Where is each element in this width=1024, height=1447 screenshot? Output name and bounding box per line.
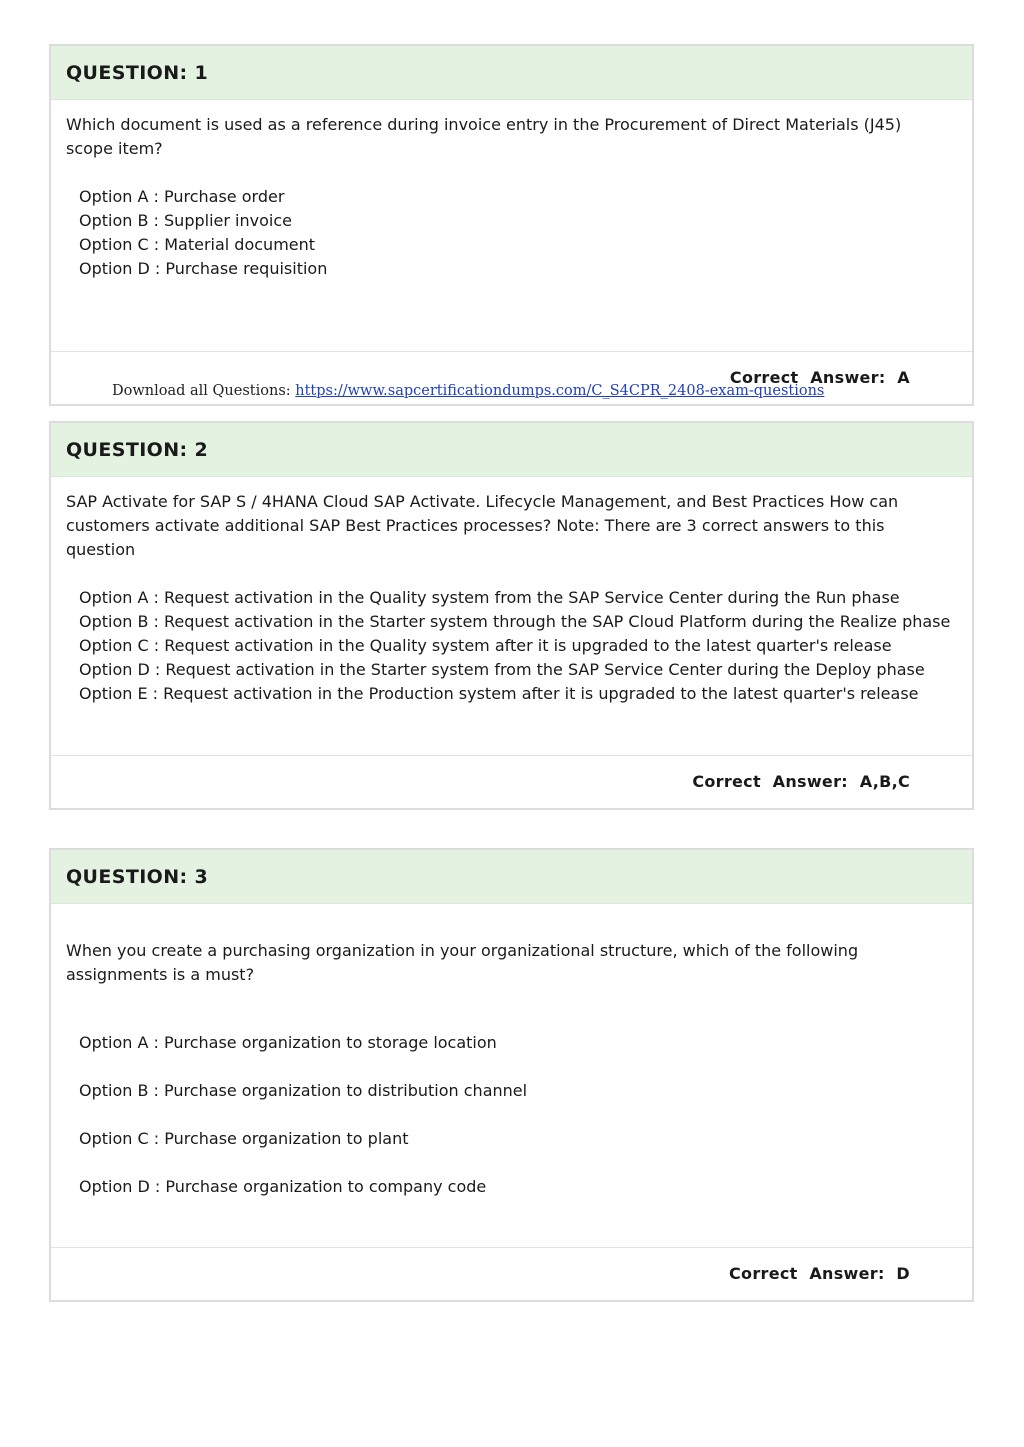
question-body <box>51 100 972 351</box>
question-text: SAP Activate for SAP S / 4HANA Cloud SAP Activate. Lifecycle Management, and Best Practices How can customers activate additional SAP Best Practices processes? Note: There are 3 correct answers to this question <box>66 492 899 559</box>
question-card-1 <box>49 44 974 406</box>
question-heading: QUESTION: 2 <box>51 423 972 477</box>
option-a: Option A : Request activation in the Quality system from the SAP Service Center during the Run phase <box>79 588 900 607</box>
download-line <box>112 380 824 402</box>
question-body <box>51 477 972 755</box>
correct-answer: Correct Answer: A,B,C <box>692 772 910 791</box>
download-link[interactable]: https://www.sapcertificationdumps.com/C_S4CPR_2408-exam-questions <box>295 383 825 399</box>
answer-row <box>51 1247 972 1300</box>
options-list <box>66 586 952 706</box>
download-label: Download all Questions: <box>112 383 296 399</box>
option-d: Option D : Request activation in the Starter system from the SAP Service Center during the Deploy phase <box>79 660 925 679</box>
options-list <box>66 1031 952 1199</box>
correct-answer: Correct Answer: D <box>729 1264 910 1283</box>
option-b: Option B : Request activation in the Starter system through the SAP Cloud Platform during the Realize phase <box>79 612 951 631</box>
option-e: Option E : Request activation in the Production system after it is upgraded to the latest quarter's release <box>79 684 919 703</box>
option-c: Option C : Material document <box>79 235 316 254</box>
option-c: Option C : Purchase organization to plant <box>79 1129 409 1148</box>
option-c: Option C : Request activation in the Quality system after it is upgraded to the latest quarter's release <box>79 636 892 655</box>
question-heading: QUESTION: 3 <box>51 850 972 904</box>
option-b: Option B : Purchase organization to distribution channel <box>79 1081 528 1100</box>
option-a: Option A : Purchase organization to storage location <box>79 1033 497 1052</box>
option-b: Option B : Supplier invoice <box>79 211 292 230</box>
options-list <box>66 185 952 281</box>
answer-row <box>51 755 972 808</box>
question-card-3 <box>49 848 974 1302</box>
correct-answer: Correct Answer: A <box>729 368 910 387</box>
option-d: Option D : Purchase organization to company code <box>79 1177 487 1196</box>
option-a: Option A : Purchase order <box>79 187 285 206</box>
option-d: Option D : Purchase requisition <box>79 259 328 278</box>
question-heading: QUESTION: 1 <box>51 46 972 100</box>
question-text: When you create a purchasing organization in your organizational structure, which of the following assignments is a must? <box>66 941 859 984</box>
question-text: Which document is used as a reference during invoice entry in the Procurement of Direct Materials (J45) scope item? <box>66 115 902 158</box>
question-card-2 <box>49 421 974 810</box>
question-body <box>51 904 972 1247</box>
